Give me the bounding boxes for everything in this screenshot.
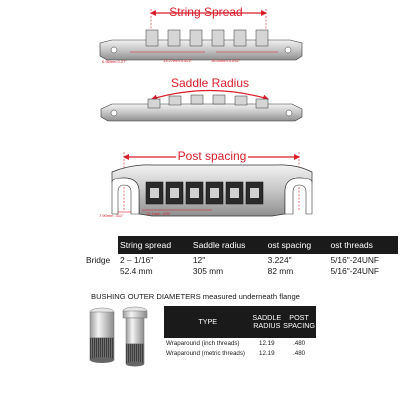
spec-cell: Bridge: [86, 254, 111, 265]
bushing-type: Wraparound (metric threads): [166, 349, 245, 357]
spec-cell: 2 – 1/16": [120, 254, 154, 265]
spec-cell: 82 mm: [267, 265, 294, 276]
bushing-type: Wraparound (inch threads): [166, 339, 240, 347]
bushing-table: [164, 306, 316, 358]
bushing-title: BUSHING OUTER DIAMETERS measured underneath flange: [91, 292, 300, 301]
spec-header: [84, 236, 118, 254]
dim-height-left: 6.96mm 0.27": [102, 59, 127, 64]
spec-cell: 5/16"-24UNF: [330, 254, 380, 265]
dim-mid-1: 13.27mm 0.522": [163, 58, 193, 63]
bushing-row: [164, 348, 316, 358]
spec-cell: 3.224": [267, 254, 292, 265]
saddle-radius-label: Saddle Radius: [170, 76, 250, 90]
dim-bottom-mid: 12.1mm .476": [146, 211, 171, 216]
spec-header: String spread: [118, 236, 191, 254]
bushing-header-radius: SADDLE RADIUS: [251, 306, 282, 338]
bushing-spacing: .480: [293, 349, 306, 357]
bushing-metric-drawing: [123, 307, 147, 367]
bushing-header-row: [164, 306, 316, 338]
bushing-row: [164, 338, 316, 348]
spec-row: [84, 254, 398, 265]
bushing-header-type: TYPE: [164, 306, 251, 338]
saddle-radius-diagram: [101, 76, 302, 121]
spec-cell: 12": [192, 254, 206, 265]
bushing-spacing: .480: [293, 339, 306, 347]
string-spread-diagram: [100, 5, 302, 64]
spec-header: Saddle radius: [191, 236, 266, 254]
spec-cell: 305 mm: [192, 265, 224, 276]
spec-header-row: [84, 236, 398, 254]
bushing-radius: 12.19: [259, 339, 275, 347]
spec-header: ost spacing: [266, 236, 329, 254]
bridge-body-mid: [101, 104, 302, 121]
post-spacing-diagram: [99, 149, 312, 218]
spec-cell: 52.4 mm: [120, 265, 153, 276]
bushing-radius: 12.19: [259, 349, 275, 357]
bushing-inch-drawing: [90, 308, 114, 363]
string-spread-label: String Spread: [169, 5, 243, 19]
spec-table: [84, 236, 398, 276]
spec-cell: [84, 265, 118, 276]
spec-cell: 5/16"-24UNF: [330, 265, 380, 276]
post-spacing-label: Post spacing: [177, 149, 247, 163]
dim-bottom-left: 7.90mm .311": [99, 213, 124, 218]
dim-mid-2: 16.44mm 0.632": [211, 58, 241, 63]
spec-header: ost threads: [328, 236, 398, 254]
spec-row: [84, 265, 398, 276]
bushing-header-spacing: POST SPACING: [282, 306, 316, 338]
